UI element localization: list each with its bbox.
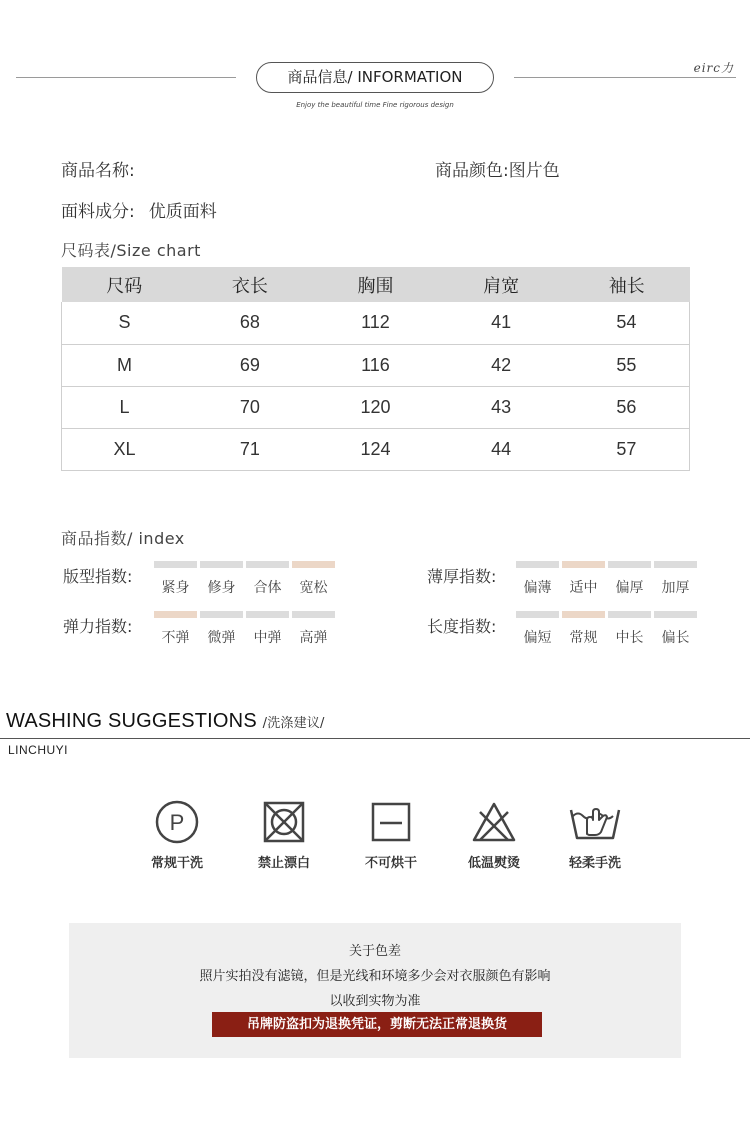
scale-bar xyxy=(516,611,559,618)
header-divider-left xyxy=(16,77,236,78)
table-cell: 57 xyxy=(564,428,690,470)
scale-option xyxy=(292,561,335,597)
washing-brand: LINCHUYI xyxy=(8,743,69,757)
scale-option xyxy=(608,561,651,597)
dry-clean-icon xyxy=(153,798,201,846)
length-index-label: 长度指数: xyxy=(427,617,497,636)
scale-bar xyxy=(562,611,605,618)
scale-bar xyxy=(608,561,651,568)
table-cell: 55 xyxy=(564,344,690,386)
care-label: 轻柔手洗 xyxy=(568,856,621,871)
scale-option xyxy=(654,611,697,647)
scale-option xyxy=(200,561,243,597)
scale-option xyxy=(516,561,559,597)
product-color-value: 图片色 xyxy=(508,161,560,181)
scale-bar xyxy=(200,611,243,618)
scale-bar xyxy=(516,561,559,568)
product-fabric-label: 面料成分: xyxy=(61,202,135,222)
table-cell: 69 xyxy=(187,344,313,386)
scale-bar xyxy=(608,611,651,618)
product-color-label: 商品颜色: xyxy=(435,161,509,181)
fit-index-label: 版型指数: xyxy=(63,567,133,586)
washing-title-en: WASHING SUGGESTIONS xyxy=(6,710,257,732)
care-label: 禁止漂白 xyxy=(257,856,310,871)
table-cell: 44 xyxy=(438,428,564,470)
scale-option-label: 中长 xyxy=(615,630,644,646)
table-row xyxy=(62,302,690,344)
table-cell: 41 xyxy=(438,302,564,344)
notice-warning-banner: 吊牌防盗扣为退换凭证，剪断无法正常退换货 xyxy=(212,1012,542,1037)
table-cell: 42 xyxy=(438,344,564,386)
size-header-cell: 肩宽 xyxy=(438,267,564,302)
scale-option-label: 偏厚 xyxy=(615,580,644,596)
product-fabric xyxy=(61,197,217,222)
scale-option-label: 微弹 xyxy=(207,630,236,646)
table-cell: 43 xyxy=(438,386,564,428)
table-cell: L xyxy=(62,386,188,428)
length-index-scale xyxy=(516,611,697,647)
scale-bar xyxy=(246,611,289,618)
size-header-cell: 尺码 xyxy=(62,267,188,302)
elasticity-index-label: 弹力指数: xyxy=(63,617,133,636)
notice-title: 关于色差 xyxy=(348,944,401,959)
table-cell: S xyxy=(62,302,188,344)
care-item-hand-wash xyxy=(555,798,635,871)
scale-option xyxy=(292,611,335,647)
size-header-cell: 胸围 xyxy=(313,267,439,302)
scale-bar xyxy=(154,611,197,618)
scale-option-label: 适中 xyxy=(569,580,598,596)
scale-option-label: 中弹 xyxy=(253,630,282,646)
care-label: 常规干洗 xyxy=(150,856,203,871)
notice-text: 以收到实物为准 xyxy=(329,994,421,1009)
fit-index-scale xyxy=(154,561,335,597)
scale-bar xyxy=(562,561,605,568)
brand-logo: eirc力 xyxy=(693,61,734,75)
table-row xyxy=(62,344,690,386)
scale-option-label: 合体 xyxy=(253,580,282,596)
scale-bar xyxy=(654,561,697,568)
thickness-index-label: 薄厚指数: xyxy=(427,567,497,586)
table-cell: 68 xyxy=(187,302,313,344)
hand-wash-icon xyxy=(567,798,623,846)
washing-title xyxy=(6,710,325,733)
section-title: 商品信息/ INFORMATION xyxy=(256,62,494,93)
product-name-label: 商品名称: xyxy=(61,161,135,181)
scale-option-label: 高弹 xyxy=(299,630,328,646)
scale-bar xyxy=(292,561,335,568)
table-cell: 71 xyxy=(187,428,313,470)
scale-option-label: 偏短 xyxy=(523,630,552,646)
size-header-cell: 袖长 xyxy=(564,267,690,302)
care-item-low-iron xyxy=(454,798,534,871)
size-header-cell: 衣长 xyxy=(187,267,313,302)
care-item-dry-clean xyxy=(137,798,217,871)
care-item-no-tumble-dry xyxy=(351,798,431,871)
scale-option-label: 偏薄 xyxy=(523,580,552,596)
scale-option xyxy=(562,611,605,647)
scale-option-label: 修身 xyxy=(207,580,236,596)
table-cell: 112 xyxy=(313,302,439,344)
elasticity-index-scale xyxy=(154,611,335,647)
scale-bar xyxy=(246,561,289,568)
care-label: 不可烘干 xyxy=(364,856,417,871)
size-chart-title: 尺码表/Size chart xyxy=(61,241,201,260)
scale-option xyxy=(246,611,289,647)
scale-option xyxy=(562,561,605,597)
table-cell: 120 xyxy=(313,386,439,428)
table-cell: 56 xyxy=(564,386,690,428)
no-bleach-icon xyxy=(260,798,308,846)
scale-option xyxy=(516,611,559,647)
size-table-header xyxy=(62,267,690,302)
section-subtitle: Enjoy the beautiful time Fine rigorous design xyxy=(296,101,454,109)
header-divider-right xyxy=(514,77,736,78)
scale-option-label: 加厚 xyxy=(661,580,690,596)
care-label: 低温熨烫 xyxy=(467,856,520,871)
care-item-no-bleach xyxy=(244,798,324,871)
product-color xyxy=(435,156,560,181)
scale-option-label: 不弹 xyxy=(161,630,190,646)
scale-option-label: 宽松 xyxy=(299,580,328,596)
index-title: 商品指数/ index xyxy=(61,529,185,548)
table-cell: 70 xyxy=(187,386,313,428)
table-row xyxy=(62,386,690,428)
table-cell: 116 xyxy=(313,344,439,386)
scale-option xyxy=(200,611,243,647)
product-fabric-value: 优质面料 xyxy=(148,202,217,222)
notice-text: 照片实拍没有滤镜，但是光线和环境多少会对衣服颜色有影响 xyxy=(199,969,551,984)
scale-option xyxy=(608,611,651,647)
scale-option-label: 紧身 xyxy=(161,580,190,596)
scale-option xyxy=(246,561,289,597)
size-table xyxy=(61,267,690,471)
table-cell: 124 xyxy=(313,428,439,470)
svg-text:P: P xyxy=(169,810,185,835)
scale-option xyxy=(154,611,197,647)
thickness-index-scale xyxy=(516,561,697,597)
scale-bar xyxy=(292,611,335,618)
scale-option-label: 常规 xyxy=(569,630,598,646)
scale-option xyxy=(154,561,197,597)
table-cell: XL xyxy=(62,428,188,470)
scale-bar xyxy=(200,561,243,568)
low-iron-icon xyxy=(470,798,518,846)
washing-title-cn: /洗涤建议/ xyxy=(262,716,325,731)
table-row xyxy=(62,428,690,470)
scale-option xyxy=(654,561,697,597)
table-cell: 54 xyxy=(564,302,690,344)
product-name xyxy=(61,156,149,181)
scale-bar xyxy=(654,611,697,618)
scale-option-label: 偏长 xyxy=(661,630,690,646)
washing-divider xyxy=(0,738,750,739)
table-cell: M xyxy=(62,344,188,386)
scale-bar xyxy=(154,561,197,568)
color-notice xyxy=(69,923,681,1058)
no-tumble-dry-icon xyxy=(367,798,415,846)
